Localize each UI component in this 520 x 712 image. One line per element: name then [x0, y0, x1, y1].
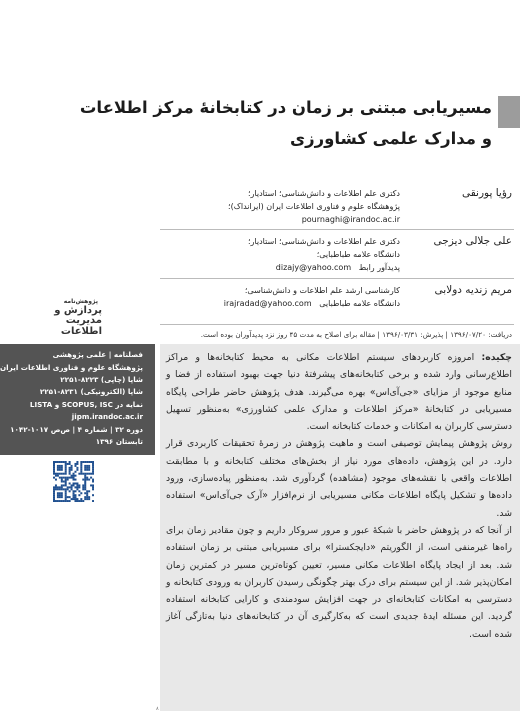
- author-block-3: [160, 284, 512, 320]
- contact-line: [180, 297, 400, 310]
- affiliation-line: پژوهشگاه علوم و فناوری اطلاعات ایران (ایرانداک)؛: [228, 202, 400, 211]
- author-block-1: [160, 187, 512, 235]
- publisher: پژوهشگاه علوم و فناوری اطلاعات ایران: [0, 363, 143, 372]
- author-affiliation: [180, 187, 400, 226]
- divider: [160, 229, 514, 230]
- issn-online: شاپا (الکترونیکی) ۸۲۳۱-۲۲۵۱: [39, 387, 143, 396]
- logo-text-2: پردازش و: [54, 305, 102, 316]
- affiliation-line: کارشناسی ارشد علم اطلاعات و دانش‌شناسی؛: [244, 286, 400, 295]
- logo-text-1: پژوهش‌نامه: [63, 298, 98, 305]
- journal-logo: [40, 296, 104, 336]
- affiliation-line: دانشگاه علامه طباطبایی؛: [316, 250, 400, 259]
- author-name: رؤیا پورنقی: [461, 187, 512, 199]
- author-email[interactable]: irajradad@yahoo.com: [223, 299, 312, 308]
- abstract-paragraph: از آنجا که در پژوهش حاضر با شبکۀ عبور و مرور سروکار داریم و چون مقادیر زمان برای راه‌ها غیرمنفی است، از الگوریتم «دایجکسترا» برای مسیریابی مبتنی بر زمان استفاده شد. بعد از ایجاد پایگاه اطلاعات مکانی مسیر، تعیین کوتاه‌ترین مسیر در کمترین زمان امکان‌پذیر شد. از این سیستم برای درک بهتر چگونگی رسیدن کاربران به ورودی کتابخانه و دسترسی به امکانات کتابخانه‌ای در جهت افزایش سودمندی و کارایی کتابخانه استفاده گردید. این مسئله ایدۀ جدیدی است که به‌کارگیری آن در کتابخانه‌های دنیا به‌تازگی آغاز شده است.: [166, 524, 512, 640]
- issn-print: شاپا (چاپی) ۸۲۲۳-۲۲۵۱: [60, 375, 143, 384]
- logo-text-4: اطلاعات: [60, 326, 102, 336]
- divider: [160, 324, 514, 325]
- affiliation-line: دکتری علم اطلاعات و دانش‌شناسی؛ استادیار؛: [248, 237, 400, 246]
- submission-dates: دریافت: ۱۳۹۶/۰۷/۲۰ | پذیرش: ۱۳۹۶/۰۳/۳۱ | مقاله برای اصلاح به مدت ۴۵ روز نزد پدیدآوران بوده است.: [200, 330, 512, 339]
- volume-issue: دوره ۳۲ | شماره ۴ | ص‌ص ۱۰۱۷-۱۰۴۲: [10, 425, 143, 434]
- author-affiliation: [180, 235, 400, 274]
- section-marker-bar: [498, 96, 520, 128]
- abstract-text: امروزه کاربردهای سیستم اطلاعات مکانی به محیط کتابخانه‌ها و مراکز اطلاع‌رسانی وارد شده و برخی کتابخانه‌های پیشرفتۀ دنیا جهت بهبود استفاده از فضا و منابع موجود از مزایای «جی‌آی‌اس» بهره می‌گیرند. هدف پژوهش حاضر طراحی پایگاه مسیریابی در کتابخانۀ «مرکز اطلاعات و مدارک علمی کشاورزی» به‌منظور تسهیل دسترسی کاربران به امکانات و خدمات کتابخانه است.: [166, 352, 512, 433]
- author-name: علی جلالی دیزجی: [433, 235, 512, 247]
- author-name: مریم زندیه دولابی: [434, 284, 512, 296]
- author-email[interactable]: dizajy@yahoo.com: [275, 263, 352, 272]
- abstract: [166, 349, 512, 643]
- qr-code[interactable]: [53, 461, 94, 502]
- affiliation-line: دانشگاه علامه طباطبایی: [319, 299, 400, 308]
- journal-url[interactable]: jipm.irandoc.ac.ir: [71, 412, 143, 421]
- paper-title: مسیریابی مبتنی بر زمان در کتابخانۀ مرکز اطلاعات و مدارک علمی کشاورزی: [79, 98, 492, 148]
- publication-season: تابستان ۱۳۹۶: [95, 437, 143, 446]
- abstract-label: چکیده:: [481, 352, 512, 363]
- corresponding-label: پدیدآور رابط: [358, 263, 400, 272]
- abstract-paragraph: روش پژوهش پیمایش توصیفی است و ماهیت پژوهش در زمرۀ تحقیقات کاربردی قرار دارد. در این پژوهش، داده‌های مورد نیاز از بخش‌های مختلف کتابخانه و با مطابقت اطلاعات واقعی با نقشه‌های موجود (مشاهده) گردآوری شد. به‌منظور پیاده‌سازی، ورود داده‌ها و تشکیل پایگاه اطلاعات مکانی مسیریابی از نرم‌افزار «آرک جی‌آی‌اس» استفاده شد.: [166, 438, 512, 519]
- indexing: نمایه در SCOPUS, ISC و LISTA: [29, 400, 143, 409]
- journal-type: فصلنامه | علمی پژوهشی: [52, 350, 143, 359]
- page-number: ۸: [156, 706, 159, 712]
- affiliation-line: دکتری علم اطلاعات و دانش‌شناسی؛ استادیار؛: [248, 189, 400, 198]
- author-affiliation: [180, 284, 400, 310]
- divider: [160, 278, 514, 279]
- author-email[interactable]: pournaghi@irandoc.ac.ir: [301, 215, 400, 224]
- logo-text-3: مدیریت: [65, 315, 102, 326]
- journal-info-box: [0, 344, 155, 455]
- abstract-paragraph: [166, 349, 512, 435]
- contact-line: [180, 261, 400, 274]
